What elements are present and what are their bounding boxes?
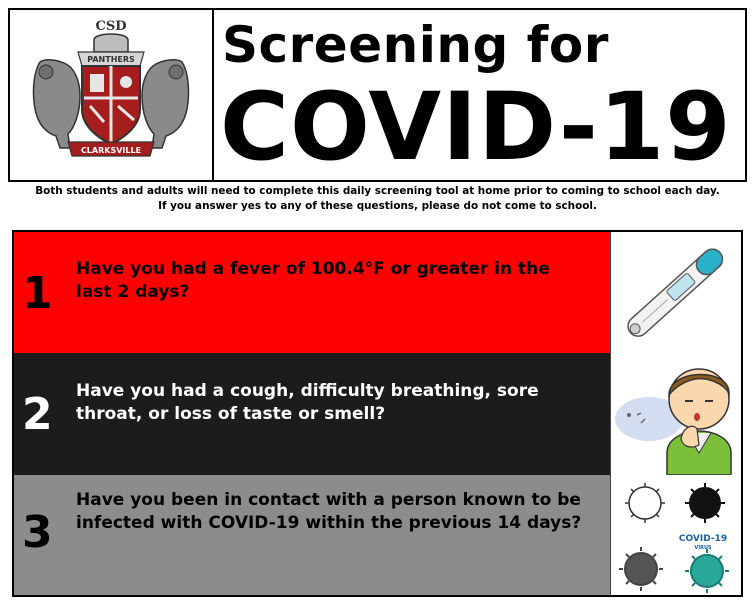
question-number: 3 [22, 507, 53, 558]
question-row-2 [14, 353, 741, 475]
intro-text [8, 184, 747, 214]
intro-line-1: Both students and adults will need to complete this daily screening tool at home prior to coming to school each day. [35, 185, 720, 197]
thermometer-icon [611, 232, 741, 353]
title-cell [214, 10, 745, 180]
title-covid-19: COVID-19 [220, 73, 732, 182]
questions-box [12, 230, 743, 597]
question-text: Have you been in contact with a person known to be infected with COVID-19 within the previous 14 days? [76, 490, 582, 533]
question-text: Have you had a fever of 100.4°F or greater in the last 2 days? [76, 259, 550, 302]
coronavirus-illustration [610, 475, 741, 595]
intro-line-2: If you answer yes to any of these questions, please do not come to school. [158, 200, 597, 212]
logo-bottom-text: CLARKSVILLE [80, 146, 142, 155]
question-row-1 [14, 232, 741, 353]
thermometer-illustration [610, 232, 741, 353]
virus-subcaption: VIRUS [694, 545, 712, 551]
question-number: 1 [22, 268, 53, 319]
header [8, 8, 747, 182]
logo-banner-text: PANTHERS [87, 55, 135, 64]
logo-cell [10, 10, 214, 180]
virus-caption: COVID-19 [678, 534, 728, 544]
title-screening-for: Screening for [222, 16, 609, 74]
question-number: 2 [22, 389, 53, 440]
logo-top-text: CSD [95, 19, 127, 34]
coronavirus-icon [611, 475, 741, 595]
clarksville-panthers-crest-logo [10, 10, 212, 180]
question-text: Have you had a cough, difficulty breathing, sore throat, or loss of taste or smell? [76, 381, 539, 424]
question-row-3 [14, 475, 741, 595]
coughing-person-illustration [610, 353, 741, 475]
coughing-person-icon [611, 353, 741, 475]
